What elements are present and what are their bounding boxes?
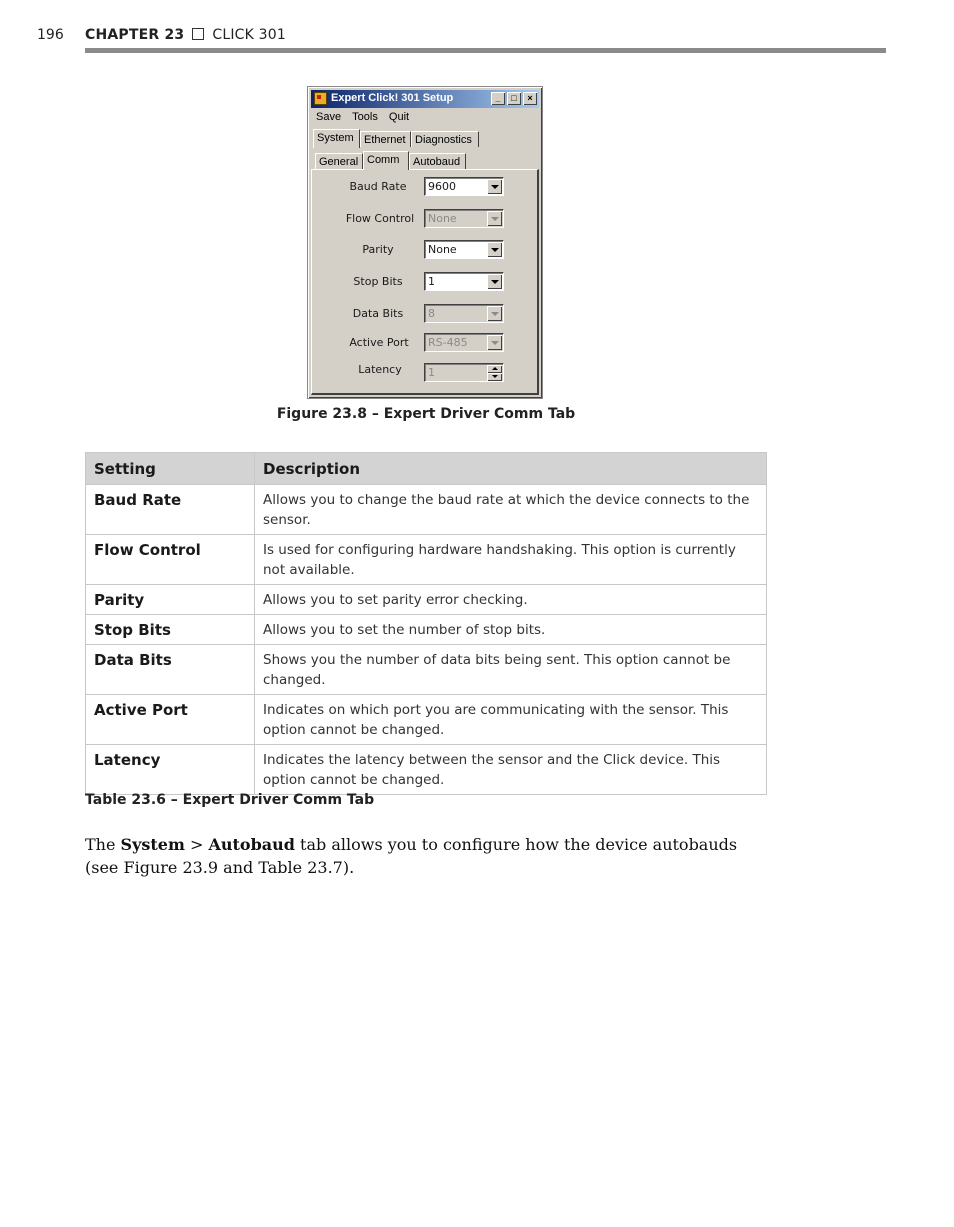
menu-tools[interactable]: Tools xyxy=(352,111,378,123)
app-icon xyxy=(314,92,327,105)
column-header-description: Description xyxy=(255,453,767,485)
table-row xyxy=(86,615,767,645)
paragraph-text: The xyxy=(85,835,121,854)
setting-cell: Flow Control xyxy=(86,535,255,585)
chevron-down-icon[interactable] xyxy=(487,242,502,257)
tab-ethernet[interactable]: Ethernet xyxy=(360,131,411,147)
setting-cell: Data Bits xyxy=(86,645,255,695)
tab-system[interactable]: System xyxy=(313,129,360,148)
parity-label: Parity xyxy=(362,243,394,256)
paragraph-autobaud-term: Autobaud xyxy=(208,835,295,854)
description-cell: Indicates the latency between the sensor and the Click device. This option cannot be changed. xyxy=(255,745,767,795)
description-cell: Is used for configuring hardware handshaking. This option is currently not available. xyxy=(255,535,767,585)
tab-autobaud[interactable]: Autobaud xyxy=(409,153,466,169)
data-bits-label: Data Bits xyxy=(352,307,404,320)
stop-bits-value: 1 xyxy=(428,275,435,288)
menu-quit[interactable]: Quit xyxy=(388,111,410,123)
table-caption: Table 23.6 – Expert Driver Comm Tab xyxy=(85,792,375,808)
chapter-label: CHAPTER 23 xyxy=(85,27,185,43)
baud-rate-label: Baud Rate xyxy=(349,180,407,193)
chevron-down-icon xyxy=(487,306,502,321)
table-row xyxy=(86,535,767,585)
dialog-titlebar[interactable] xyxy=(311,90,539,108)
spin-up-icon xyxy=(487,365,502,373)
latency-spinner xyxy=(424,363,504,382)
description-cell: Indicates on which port you are communicating with the sensor. This option cannot be changed. xyxy=(255,695,767,745)
setting-cell: Active Port xyxy=(86,695,255,745)
setting-cell: Parity xyxy=(86,585,255,615)
description-cell: Allows you to set the number of stop bits. xyxy=(255,615,767,645)
setting-cell: Baud Rate xyxy=(86,485,255,535)
latency-value: 1 xyxy=(428,366,435,379)
active-port-label: Active Port xyxy=(349,336,409,349)
description-cell: Allows you to change the baud rate at which the device connects to the sensor. xyxy=(255,485,767,535)
baud-rate-value: 9600 xyxy=(428,180,456,193)
stop-bits-combo[interactable] xyxy=(424,272,504,291)
section-label: CLICK 301 xyxy=(212,27,286,43)
running-head xyxy=(85,27,286,43)
table-header-row xyxy=(86,453,767,485)
figure-caption: Figure 23.8 – Expert Driver Comm Tab xyxy=(276,406,576,422)
parity-value: None xyxy=(428,243,457,256)
baud-rate-combo[interactable] xyxy=(424,177,504,196)
chevron-down-icon[interactable] xyxy=(487,179,502,194)
latency-label: Latency xyxy=(358,363,402,376)
menu-bar xyxy=(316,111,417,123)
tab-diagnostics[interactable]: Diagnostics xyxy=(411,131,479,147)
column-header-setting: Setting xyxy=(86,453,255,485)
tab-comm[interactable]: Comm xyxy=(363,151,409,170)
chevron-down-icon xyxy=(487,335,502,350)
paragraph-text: tab allows you to configure how the device autobauds (see Figure 23.9 and Table 23.7). xyxy=(85,835,738,877)
menu-save[interactable]: Save xyxy=(316,111,342,123)
stop-bits-label: Stop Bits xyxy=(353,275,403,288)
minimize-icon[interactable]: _ xyxy=(491,92,505,105)
tab-general[interactable]: General xyxy=(315,153,363,169)
body-paragraph xyxy=(85,833,775,879)
header-rule xyxy=(85,48,886,53)
settings-table xyxy=(85,452,767,795)
flow-control-combo xyxy=(424,209,504,228)
description-cell: Shows you the number of data bits being sent. This option cannot be changed. xyxy=(255,645,767,695)
page-number: 196 xyxy=(37,27,64,43)
maximize-icon[interactable]: □ xyxy=(507,92,521,105)
flow-control-label: Flow Control xyxy=(345,212,415,225)
table-row xyxy=(86,645,767,695)
paragraph-system-term: System xyxy=(120,835,185,854)
table-row xyxy=(86,485,767,535)
parity-combo[interactable] xyxy=(424,240,504,259)
square-separator-icon xyxy=(192,28,204,40)
table-row xyxy=(86,745,767,795)
data-bits-value: 8 xyxy=(428,307,435,320)
table-row xyxy=(86,695,767,745)
paragraph-separator: > xyxy=(184,835,209,854)
setting-cell: Stop Bits xyxy=(86,615,255,645)
chevron-down-icon[interactable] xyxy=(487,274,502,289)
setting-cell: Latency xyxy=(86,745,255,795)
dialog-title: Expert Click! 301 Setup xyxy=(331,92,454,104)
chevron-down-icon xyxy=(487,211,502,226)
table-row xyxy=(86,585,767,615)
main-tab-row xyxy=(313,131,539,149)
description-cell: Allows you to set parity error checking. xyxy=(255,585,767,615)
close-icon[interactable]: × xyxy=(523,92,537,105)
active-port-value: RS-485 xyxy=(428,336,468,349)
spin-down-icon xyxy=(487,373,502,381)
flow-control-value: None xyxy=(428,212,457,225)
active-port-combo xyxy=(424,333,504,352)
data-bits-combo xyxy=(424,304,504,323)
